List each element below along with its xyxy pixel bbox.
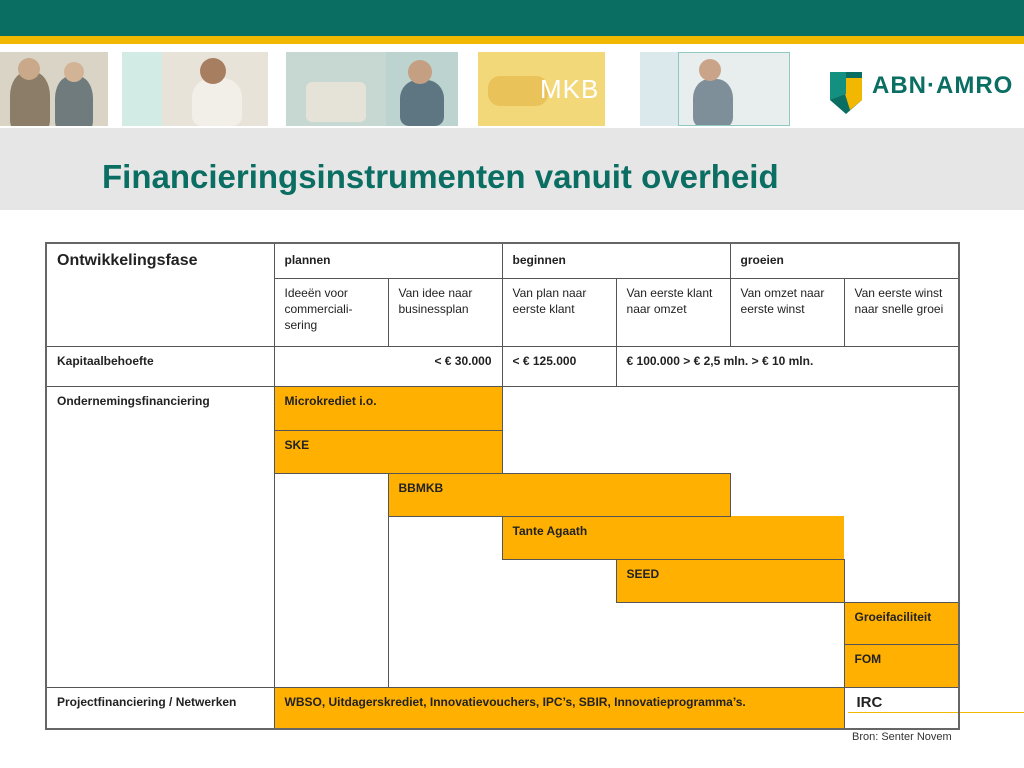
empty-area xyxy=(388,516,502,687)
empty-area xyxy=(616,602,844,687)
business-financing-label: Ondernemingsfinanciering xyxy=(46,386,274,687)
stage-revenue: Van eerste klant naar omzet xyxy=(616,278,730,346)
shield-icon xyxy=(828,70,864,116)
stage-first-client: Van plan naar eerste klant xyxy=(502,278,616,346)
capital-beginnen: < € 125.000 xyxy=(502,346,616,386)
yellow-stripe xyxy=(0,36,1024,44)
empty-area xyxy=(502,559,616,687)
stage-first-profit: Van omzet naar eerste winst xyxy=(730,278,844,346)
capital-plannen: < € 30.000 xyxy=(274,346,502,386)
instrument-fom: FOM xyxy=(844,644,959,687)
phase-plannen: plannen xyxy=(274,243,502,278)
empty-area xyxy=(502,386,959,473)
empty-cell xyxy=(844,559,959,602)
instrument-microkrediet: Microkrediet i.o. xyxy=(274,386,502,430)
project-instruments: WBSO, Uitdagerskrediet, Innovatievouchers, IPC’s, SBIR, Innovatieprogramma’s. xyxy=(274,687,844,729)
source-note: Bron: Senter Novem xyxy=(852,731,952,743)
abn-amro-logo xyxy=(828,66,1014,116)
empty-cell xyxy=(274,473,388,687)
phase-beginnen: beginnen xyxy=(502,243,730,278)
photo-pale-mint xyxy=(122,52,162,126)
photo-people-meeting xyxy=(0,52,108,126)
financing-table-container xyxy=(45,242,960,730)
photo-man-presenting xyxy=(678,52,790,126)
photo-woman-laptop xyxy=(162,52,268,126)
stage-business-plan: Van idee naar businessplan xyxy=(388,278,502,346)
irc-cell: IRC xyxy=(844,687,959,729)
instrument-seed: SEED xyxy=(616,559,844,602)
photo-man-desk xyxy=(386,52,458,126)
photo-pale-blue xyxy=(640,52,678,126)
capital-groeien: € 100.000 > € 2,5 mln. > € 10 mln. xyxy=(616,346,959,386)
banner-mkb-label: MKB xyxy=(540,74,600,104)
page-title: Financieringsinstrumenten vanuit overheid xyxy=(102,158,779,195)
capital-label: Kapitaalbehoefte xyxy=(46,346,274,386)
top-bar xyxy=(0,0,1024,36)
row-header-phase: Ontwikkelingsfase xyxy=(46,243,274,346)
instrument-ske: SKE xyxy=(274,430,502,473)
project-financing-label: Projectfinanciering / Netwerken xyxy=(46,687,274,729)
instrument-bbmkb: BBMKB xyxy=(388,473,730,516)
stage-fast-growth: Van eerste winst naar snelle groei xyxy=(844,278,959,346)
financing-table xyxy=(45,242,960,730)
stage-ideas: Ideeën voor commerciali-sering xyxy=(274,278,388,346)
instrument-tante-agaath: Tante Agaath xyxy=(502,516,844,559)
instrument-groeifaciliteit: Groeifaciliteit xyxy=(844,602,959,644)
photo-keyboard-hands xyxy=(286,52,386,126)
phase-groeien: groeien xyxy=(730,243,959,278)
brand-wordmark: ABN·AMRO xyxy=(872,72,1014,99)
